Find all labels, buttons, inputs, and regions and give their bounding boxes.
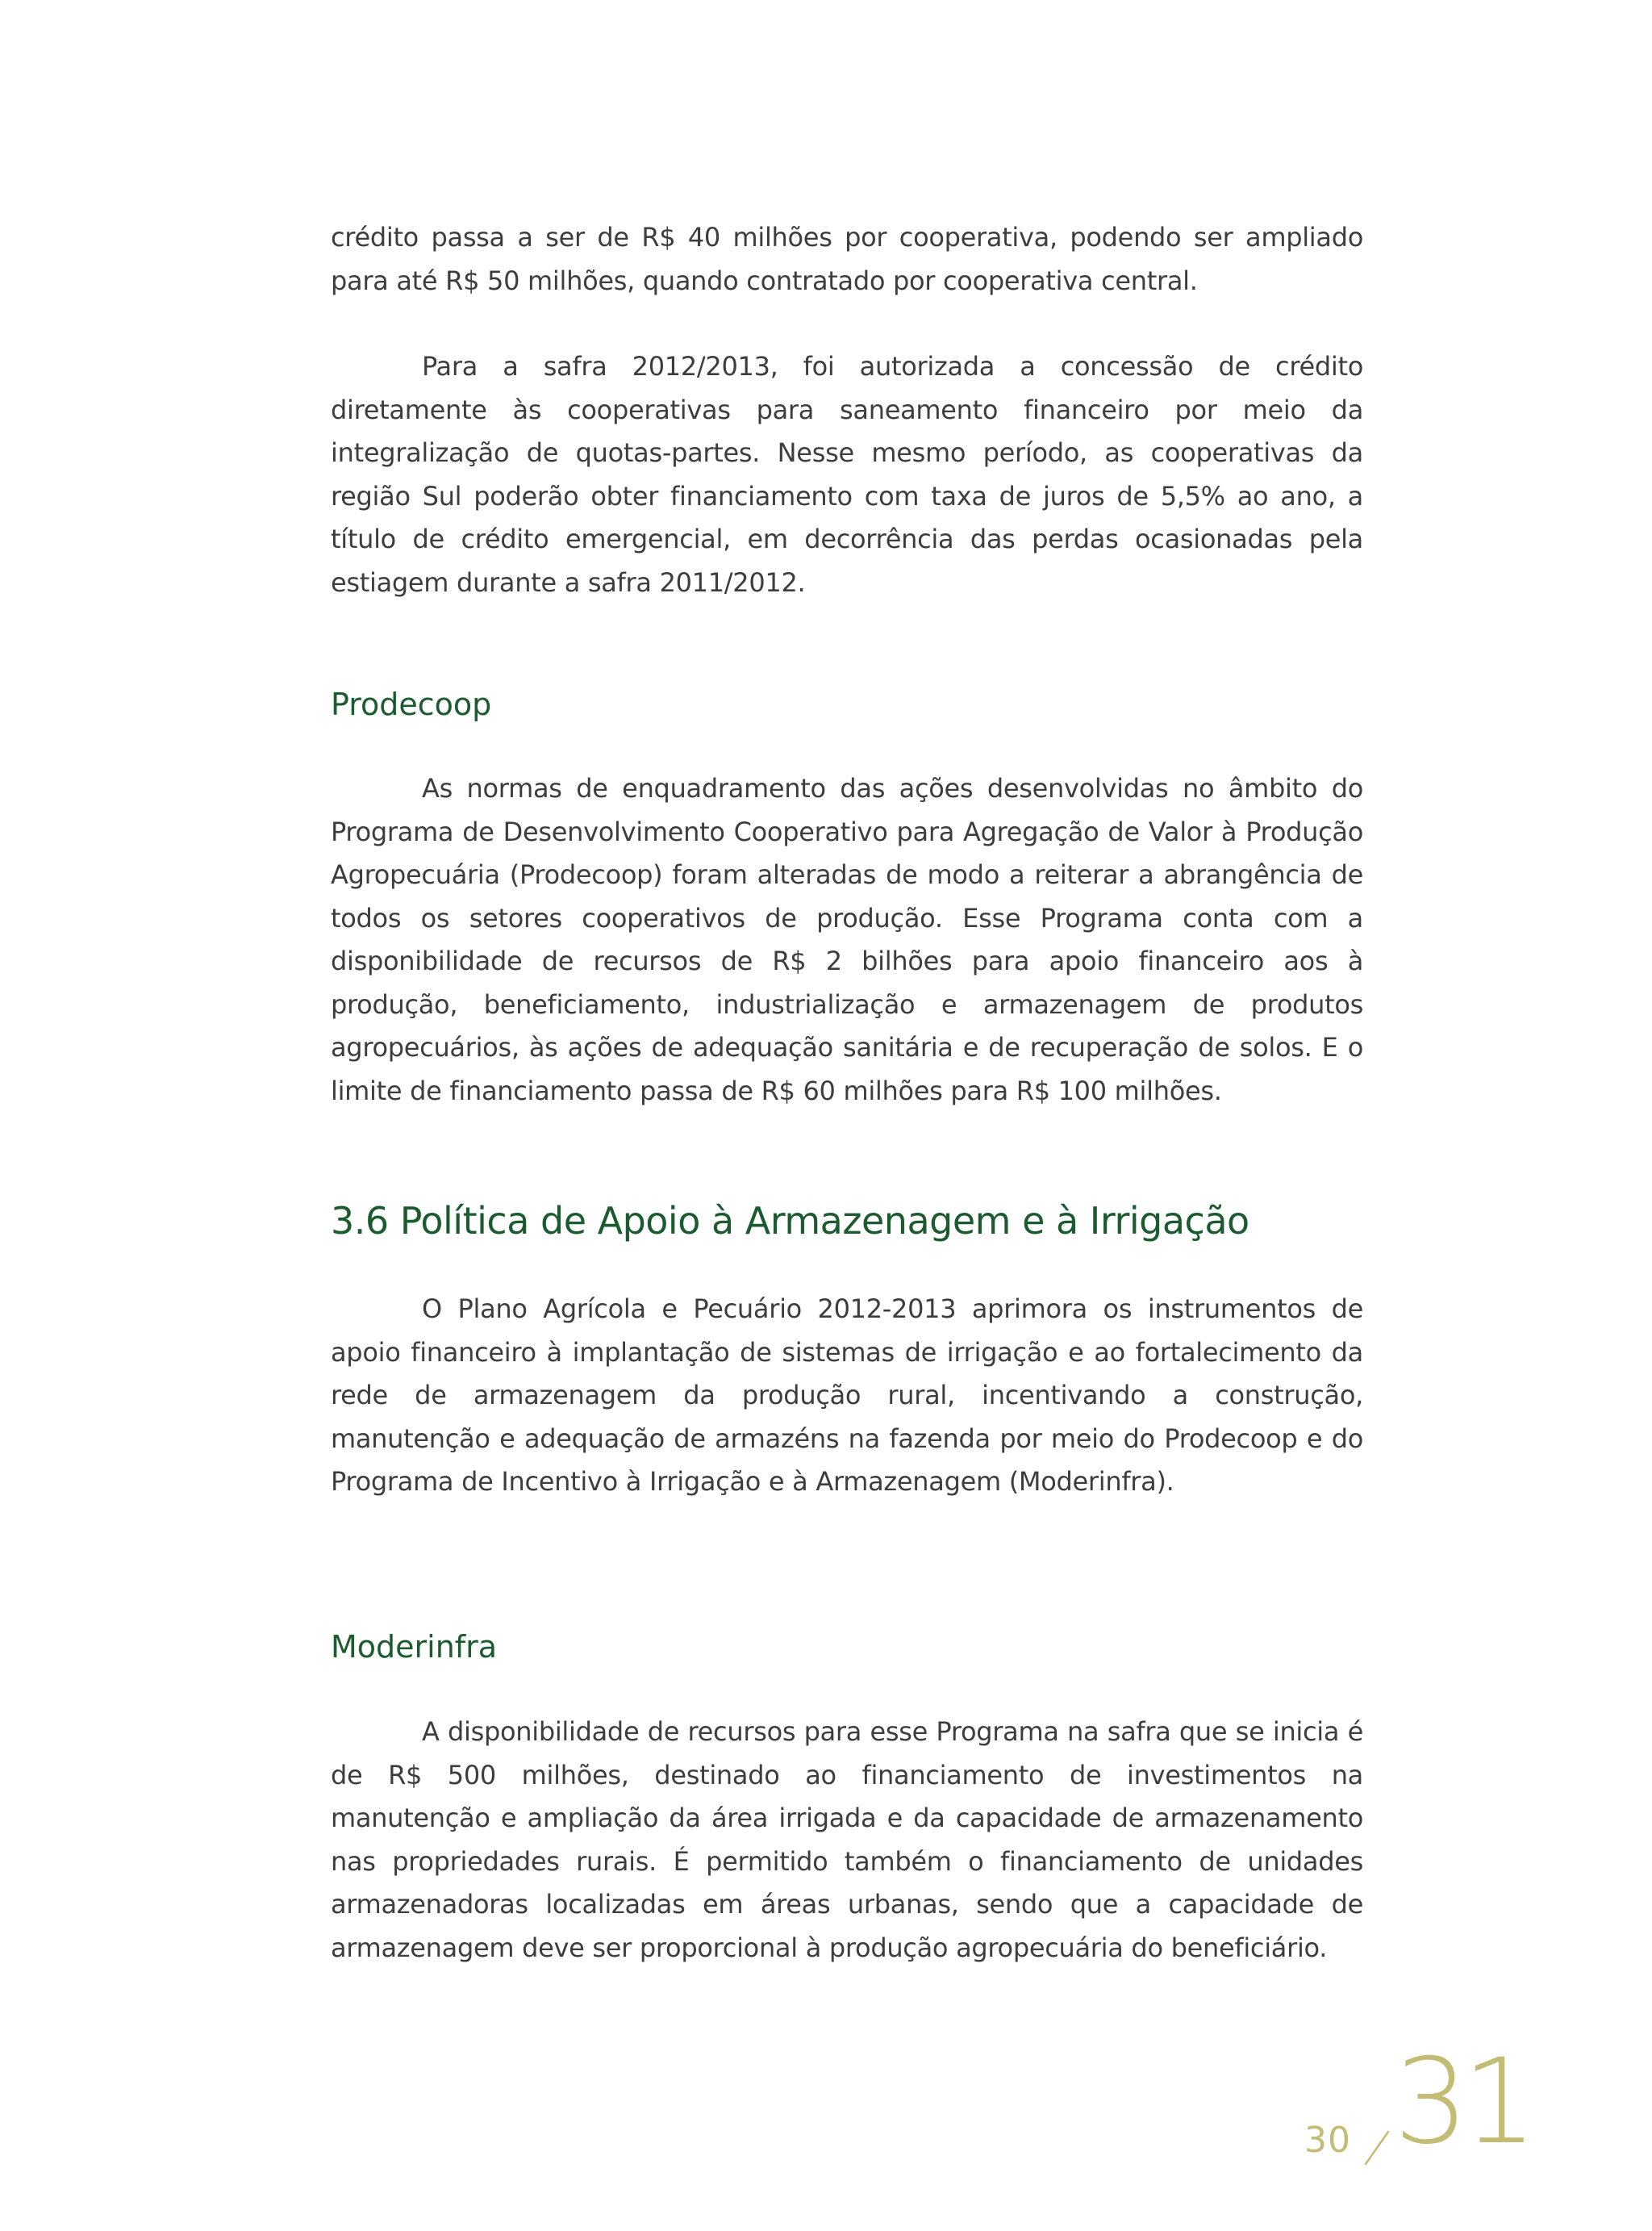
section-heading-3-6: 3.6 Política de Apoio à Armazenagem e à Irrigação [331, 1199, 1249, 1243]
paragraph-text: A disponibilidade de recursos para esse Programa na safra que se inicia é de R$ 500 milhões, destinado ao financiamento de investimentos na manutenção e ampliação da área irrigada e da capacidade de armazenamento nas propriedades rurais. É permitido também o financiamento de unidades armazenadoras localizadas em áreas urbanas, sendo que a capacidade de armazenagem deve ser proporcional à produção agropecuária do beneficiário. [331, 1716, 1363, 1963]
page-number-spread [1291, 2033, 1533, 2170]
page-number-left: 30 [1304, 2120, 1351, 2161]
paragraph-text: Para a safra 2012/2013, foi autorizada a concessão de crédito diretamente às cooperativas para saneamento financeiro por meio da integralização de quotas-partes. Nesse mesmo período, as cooperativas da região Sul poderão obter financiamento com taxa de juros de 5,5% ao ano, a título de crédito emergencial, em decorrência das perdas ocasionadas pela estiagem durante a safra 2011/2012. [331, 351, 1363, 598]
paragraph-prodecoop [331, 767, 1363, 1113]
subheading-prodecoop: Prodecoop [331, 687, 492, 722]
page-number-divider [1363, 2130, 1391, 2166]
paragraph-plano-agricola [331, 1288, 1363, 1504]
page-number-right: 31 [1394, 2033, 1531, 2170]
paragraph-safra-2012 [331, 345, 1363, 604]
paragraph-text: As normas de enquadramento das ações desenvolvidas no âmbito do Programa de Desenvolvimento Cooperativo para Agregação de Valor à Produção Agropecuária (Prodecoop) foram alteradas de modo a reiterar a abrangência de todos os setores cooperativos de produção. Esse Programa conta com a disponibilidade de recursos de R$ 2 bilhões para apoio financeiro aos à produção, beneficiamento, industrialização e armazenagem de produtos agropecuários, às ações de adequação sanitária e de recuperação de solos. E o limite de financiamento passa de R$ 60 milhões para R$ 100 milhões. [331, 773, 1363, 1106]
paragraph-moderinfra [331, 1711, 1363, 1970]
subheading-moderinfra: Moderinfra [331, 1629, 498, 1665]
paragraph-credit-continuation [331, 216, 1363, 303]
paragraph-text: crédito passa a ser de R$ 40 milhões por cooperativa, podendo ser ampliado para até R$ 50 milhões, quando contratado por cooperativa central. [331, 222, 1363, 296]
paragraph-text: O Plano Agrícola e Pecuário 2012-2013 aprimora os instrumentos de apoio financeiro à implantação de sistemas de irrigação e ao fortalecimento da rede de armazenagem da produção rural, incentivando a construção, manutenção e adequação de armazéns na fazenda por meio do Prodecoop e do Programa de Incentivo à Irrigação e à Armazenagem (Moderinfra). [331, 1293, 1363, 1497]
